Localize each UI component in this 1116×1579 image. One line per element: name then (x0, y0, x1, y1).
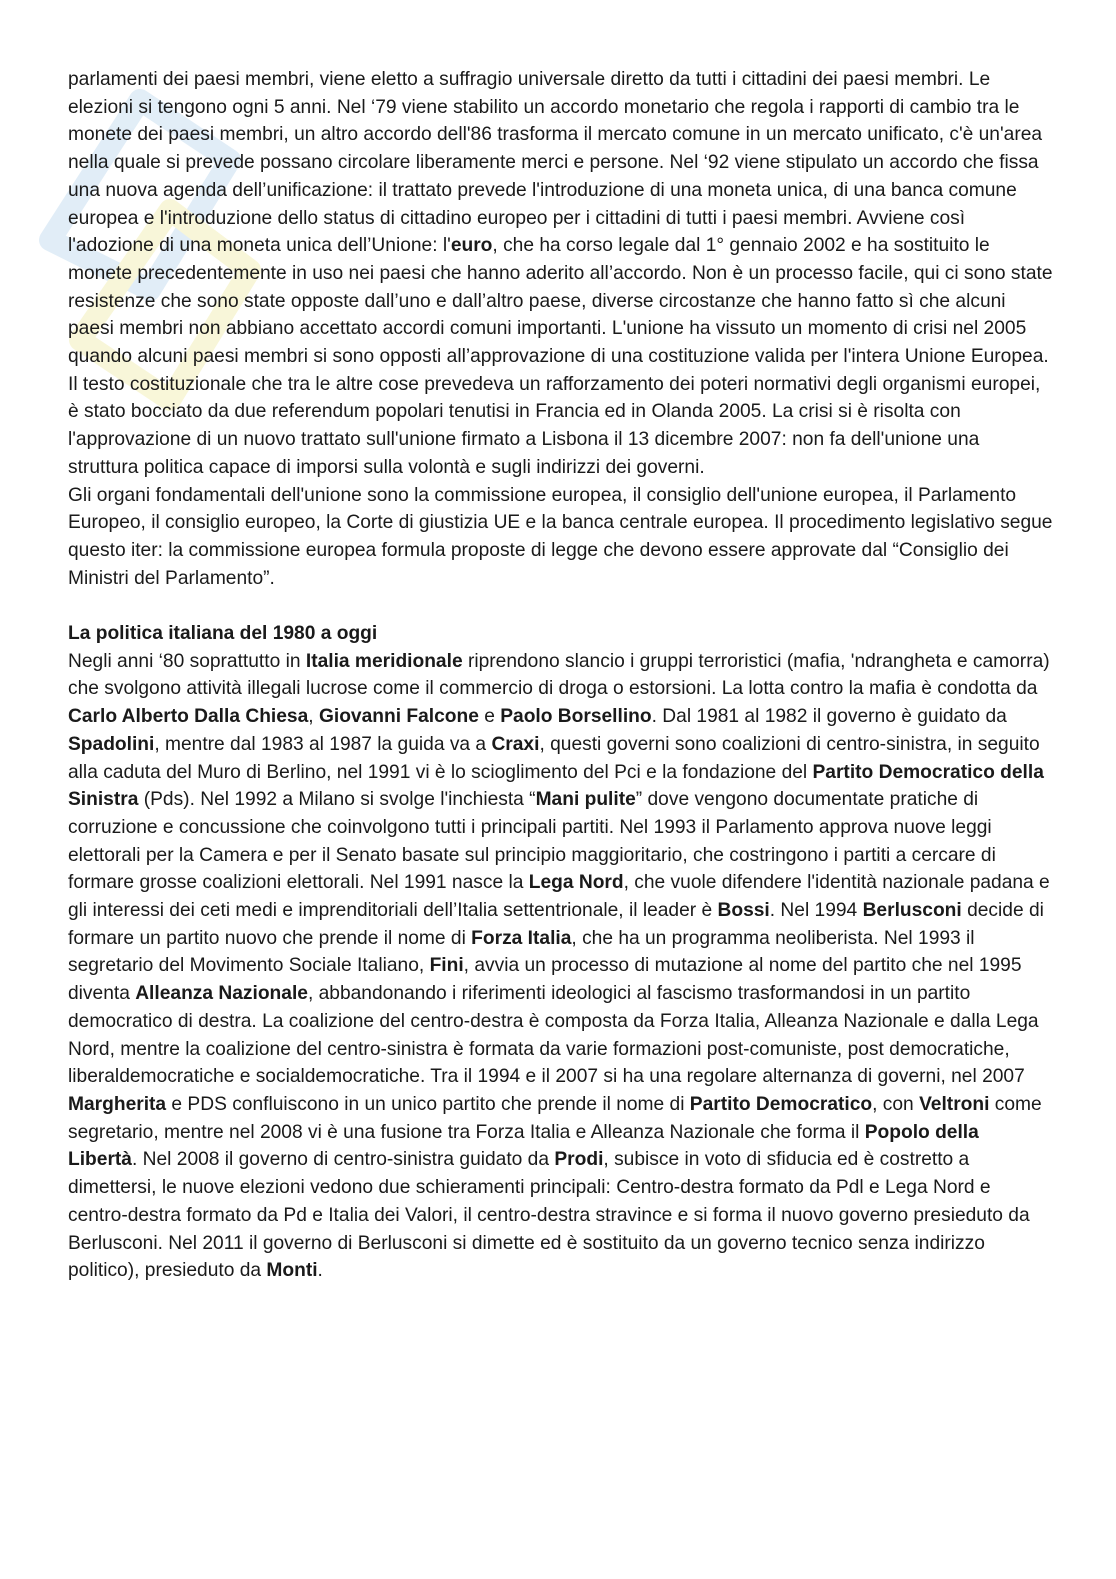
section-paragraph (68, 648, 1053, 1285)
text-run: , avvia un processo di mutazione al nome del partito che nel 1995 diventa (68, 955, 1022, 1005)
bold-term: Partito Democratico della Sinistra (68, 761, 1044, 811)
text-run: . Nel 1994 (769, 900, 863, 922)
text-run: , mentre dal 1983 al 1987 la guida va a (154, 733, 492, 755)
paragraph-2 (68, 482, 1053, 593)
bold-term: Monti (266, 1260, 318, 1282)
bold-term: Berlusconi (862, 900, 962, 922)
text-run: come segretario, mentre nel 2008 vi è una fusione tra Forza Italia e Alleanza Nazionale che forma il (68, 1094, 1042, 1143)
text-run: , con (872, 1094, 920, 1115)
bold-term: Spadolini (68, 733, 155, 755)
section-heading: La politica italiana del 1980 a oggi (68, 623, 378, 645)
bold-term: Giovanni Falcone (318, 706, 479, 728)
bold-term: Alleanza Nazionale (135, 983, 308, 1005)
bold-term: Margherita (68, 1094, 167, 1115)
text-run: , questi governi sono coalizioni di centro-sinistra, in seguito alla caduta del Muro di Berlino, nel 1991 vi è lo scioglimento del Pci e la fondazione del (68, 733, 1040, 783)
text-run: . Dal 1981 al 1982 il governo è guidato da (651, 706, 1007, 728)
text-run: (Pds). Nel 1992 a Milano si svolge l'inchiesta “ (138, 789, 536, 811)
document-page (68, 66, 1053, 1285)
bold-term: Bossi (717, 900, 770, 922)
text-run: , subisce in voto di sfiducia ed è costretto a dimettersi, le nuove elezioni vedono due schieramenti principali: Centro-destra formato da Pdl e Lega Nord e centro-destra formato da Pd e Italia dei Valori, il centro-destra stravince e si forma il nuovo governo presieduto da Berlusconi. Nel 2011 il governo di Berlusconi si dimette ed è sostituito da un governo tecnico senza indirizzo politico), presieduto da (68, 1149, 1030, 1282)
bold-term: Prodi (554, 1149, 604, 1171)
text-run: , (308, 706, 319, 728)
text-run: . Nel 2008 il governo di centro-sinistra guidato da (131, 1149, 555, 1171)
text-run: parlamenti dei paesi membri, viene eletto a suffragio universale diretto da tutti i cittadini dei paesi membri. Le elezioni si tengono ogni 5 anni. Nel ‘79 viene stabilito un accordo monetario che regola i rapporti di cambio tra le monete dei paesi membri, un altro accordo dell'86 trasforma il mercato comune in un mercato unificato, c'è un'area nella quale si prevede possano circolare liberamente merci e persone. Nel ‘92 viene stipulato un accordo che fissa una nuova agenda dell’unificazione: il trattato prevede l'introduzione di una moneta unica, di una banca comune europea e l'introduzione dello status di cittadino europeo per i cittadini di tutti i paesi membri. Avviene così l'adozione di una moneta unica dell’Unione: l' (68, 69, 1043, 257)
text-run: Negli anni ‘80 soprattutto in (68, 650, 306, 672)
text-run: ” dove vengono documentate pratiche di corruzione e concussione che coinvolgono tutti i principali partiti. Nel 1993 il Parlamento approva nuove leggi elettorali per la Camera e per il Senato basate sul principio maggioritario, che costringono i partiti a cercare di formare grosse coalizioni elettorali. Nel 1991 nasce la (68, 789, 996, 894)
bold-term: Forza Italia (471, 927, 572, 949)
text-run: , abbandonando i riferimenti ideologici al fascismo trasformandosi in un partito democratico di destra. La coalizione del centro-destra è composta da Forza Italia, Alleanza Nazionale e dalla Lega Nord, mentre la coalizione del centro-sinistra è formata da varie formazioni post-comuniste, post democratiche, liberaldemocratiche e socialdemocratiche. Tra il 1994 e il 2007 si ha una regolare alternanza di governi, nel 2007 (68, 983, 1039, 1088)
bold-term: Veltroni (919, 1094, 990, 1115)
text-run: e PDS confluiscono in un unico partito che prende il nome di (166, 1094, 690, 1115)
text-run: , che ha un programma neoliberista. Nel 1993 il segretario del Movimento Sociale Italiano, (68, 927, 975, 977)
text-run: , che ha corso legale dal 1° gennaio 2002 e ha sostituito le monete precedentemente in uso nei paesi che hanno aderito all’accordo. Non è un processo facile, qui ci sono state resistenze che sono state opposte dall’uno e dall’altro paese, diverse circostanze che hanno fatto sì che alcuni paesi membri non abbiano accettato accordi comuni importanti. L'unione ha vissuto un momento di crisi nel 2005 quando alcuni paesi membri si sono opposti all’approvazione di una costituzione valida per l'intera Unione Europea. Il testo costituzionale che tra le altre cose prevedeva un rafforzamento dei poteri normativi degli organismi europei, è stato bocciato da due referendum popolari tenutisi in Francia ed in Olanda 2005. La crisi si è risolta con l'approvazione di un nuovo trattato sull'unione firmato a Lisbona il 13 dicembre 2007: non fa dell'unione una struttura politica capace di imporsi sulla volontà e sugli indirizzi dei governi. (68, 235, 1053, 478)
bold-term: Fini (429, 955, 464, 977)
bold-term: Popolo della Libertà (68, 1121, 979, 1171)
bold-term: Partito Democratico (689, 1094, 873, 1115)
bold-term: euro (450, 235, 493, 257)
bold-term: Mani pulite (535, 789, 636, 811)
text-run: e (478, 706, 501, 728)
text-run: riprendono slancio i gruppi terroristici (mafia, 'ndrangheta e camorra) che svolgono attività illegali lucrose come il commercio di droga o estorsioni. La lotta contro la mafia è condotta da (68, 650, 1050, 700)
text-run: . (317, 1260, 323, 1282)
bold-term: Lega Nord (528, 872, 624, 894)
bold-term: Italia meridionale (305, 650, 463, 672)
text-run: , che vuole difendere l'identità nazionale padana e gli interessi dei ceti medi e imprenditoriali dell’Italia settentrionale, il leader è (68, 872, 1050, 922)
paragraph-1 (68, 66, 1053, 482)
text-run: Gli organi fondamentali dell'unione sono la commissione europea, il consiglio dell'unione europea, il Parlamento Europeo, il consiglio europeo, la Corte di giustizia UE e la banca centrale europea. Il procedimento legislativo segue questo iter: la commissione europea formula proposte di legge che devono essere approvate dal “Consiglio dei Ministri del Parlamento”. (68, 484, 1053, 589)
bold-term: Paolo Borsellino (500, 706, 652, 728)
text-run: decide di formare un partito nuovo che prende il nome di (68, 900, 1044, 949)
bold-term: Craxi (491, 733, 540, 755)
bold-term: Carlo Alberto Dalla Chiesa (68, 706, 309, 728)
